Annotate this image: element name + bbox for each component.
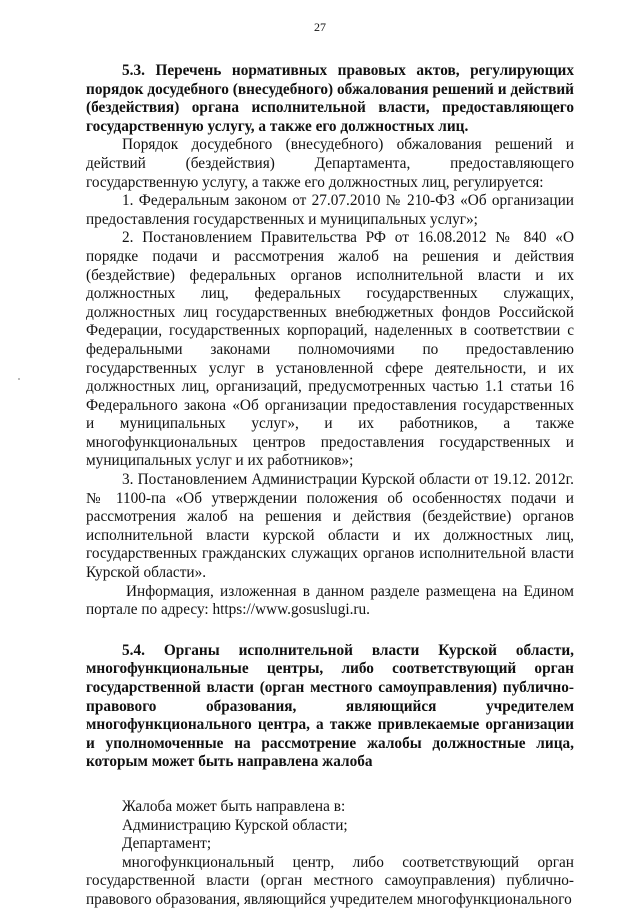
complaint-intro-line: Жалоба может быть направлена в: (122, 797, 346, 815)
complaint-target-mfc: многофункциональный центр, либо соответствующий орган государственной власти (орган местного самоуправления) публично-правового образования, являющийся учредителем многофункционального (86, 853, 574, 908)
section-5-3-info: Информация, изложенная в данном разделе размещена на Едином портале по адресу: https://www.gosuslugi.ru. (86, 582, 574, 619)
section-5-4-heading: 5.4. Органы исполнительной власти Курской области, многофункциональные центры, либо соответствующий орган государственной власти (орган местного самоуправления) публично-правового образования, являющийся учредителем многофункционального центра, а также привлекаемые организации и уполномоченные на рассмотрение жалобы должностные лица, которым может быть направлена жалоба (86, 641, 574, 771)
section-5-3-item-3: 3. Постановлением Администрации Курской области от 19.12. 2012г. № 1100-па «Об утверждении положения об особенностях подачи и рассмотрения жалоб на решения и действия (бездействие) органов исполнительной власти курской области и их должностных лиц, государственных гражданских служащих органов исполнительной власти Курской области». (86, 471, 574, 582)
section-5-3-intro: Порядок досудебного (внесудебного) обжалования решений и действий (бездействия) Департамента, предоставляющего государственную услугу, а также его должностных лиц, регулируется: (86, 136, 574, 191)
complaint-target-department: Департамент; (122, 835, 212, 853)
section-spacer (86, 620, 574, 642)
section-spacer (86, 772, 574, 798)
scan-artifact (18, 378, 20, 380)
section-5-3-heading: 5.3. Перечень нормативных правовых актов, регулирующих порядок досудебного (внесудебного) обжалования решений и действий (бездействия) органа исполнительной власти, предоставляющего государственную услугу, а также его должностных лиц. (86, 62, 574, 135)
section-5-3-item-2: 2. Постановлением Правительства РФ от 16.08.2012 № 840 «О порядке подачи и рассмотрения жалоб на решения и действия (бездействие) федеральных органов исполнительной власти и их должностных лиц, федеральных государственных служащих, должностных лиц государственных внебюджетных фондов Российской Федерации, государственных корпораций, наделенных в соответствии с федеральными законами полномочиями по предоставлению государственных услуг в установленной сфере деятельности, и их должностных лиц, организаций, предусмотренных частью 1.1 статьи 16 Федерального закона «Об организации предоставления государственных и муниципальных услуг», и их работников, а также многофункциональных центров предоставления государственных и муниципальных услуг и их работников»; (86, 229, 574, 470)
section-5-3-item-1: 1. Федеральным законом от 27.07.2010 № 210-ФЗ «Об организации предоставления государственных и муниципальных услуг»; (86, 192, 574, 228)
page-number: 27 (314, 20, 326, 34)
page-content (86, 62, 574, 910)
complaint-target-administration: Администрацию Курской области; (122, 816, 348, 834)
